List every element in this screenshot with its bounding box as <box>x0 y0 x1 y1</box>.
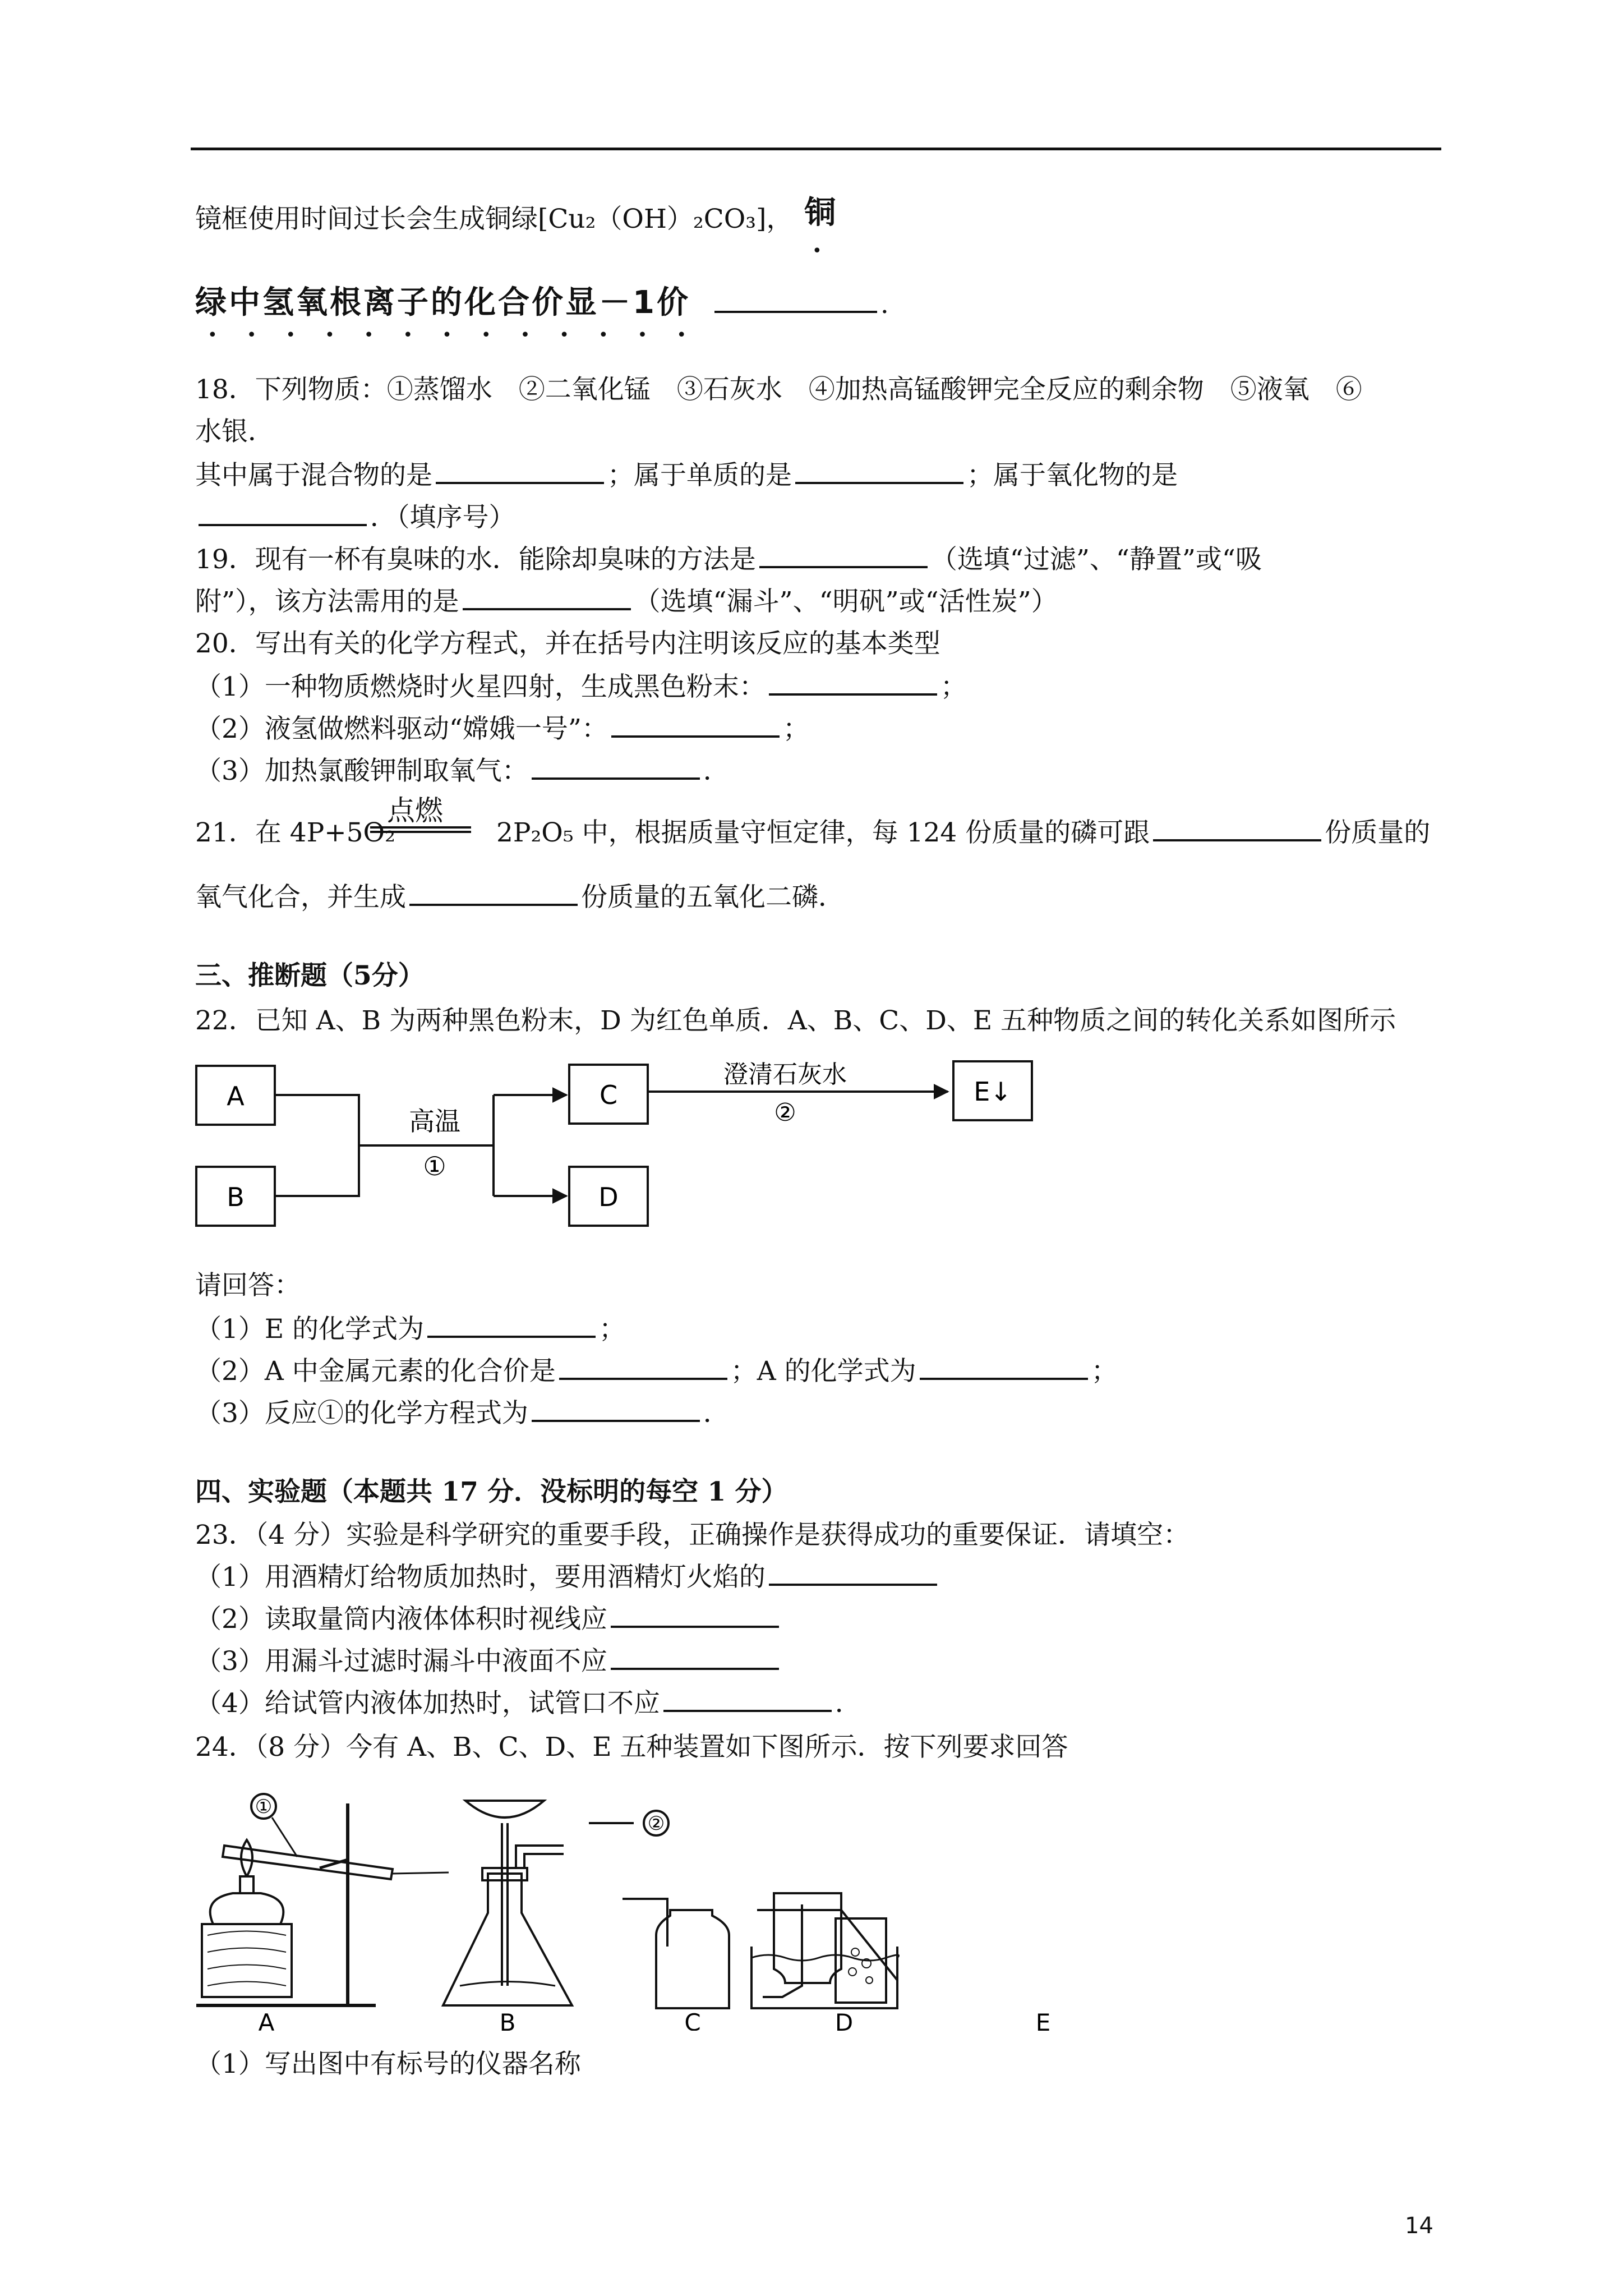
long-neck-funnel <box>465 1801 544 1818</box>
q19-text-2: 附”），该方法需用的是 <box>195 586 459 617</box>
q17-question: 绿中氢氧根离子的化合价显－1价 <box>195 284 690 321</box>
q18-line-4 <box>195 501 515 535</box>
label-b: B <box>227 1182 245 1212</box>
q20-1-text: （1）一种物质燃烧时火星四射，生成黑色粉末： <box>195 671 766 702</box>
header-rule <box>191 148 1441 150</box>
answer-blank[interactable] <box>714 288 877 313</box>
q23-1-blank[interactable] <box>769 1561 937 1586</box>
q18-oxide-blank[interactable] <box>199 501 367 526</box>
q18-element-label: ；属于单质的是 <box>607 460 792 491</box>
q18-mixture-blank[interactable] <box>436 459 604 484</box>
q20-item-2 <box>195 712 809 746</box>
q21-text-2: 份质量的 <box>1325 817 1431 848</box>
q20-1-blank[interactable] <box>769 671 937 696</box>
q19-tool-blank[interactable] <box>463 586 631 610</box>
q17-text: 镜框使用时间过长会生成铜绿[Cu₂（OH）₂CO₃]， <box>195 204 793 234</box>
semicolon: ； <box>1091 1356 1118 1387</box>
condition-high-temp: 高温 <box>409 1106 460 1137</box>
q22-text: 22．已知 A、B 为两种黑色粉末，D 为红色单质．A、B、C、D、E 五种物质之间的转化关系如图所示 <box>195 1005 1396 1036</box>
q19-line-1 <box>195 543 1262 577</box>
alcohol-lamp <box>210 1893 284 1924</box>
label-a: A <box>258 2009 275 2031</box>
semicolon: ； <box>782 714 809 744</box>
q22-3-blank[interactable] <box>532 1397 700 1422</box>
label-d: D <box>834 2009 854 2031</box>
q23-2-text: （2）读取量筒内液体体积时视线应 <box>195 1604 607 1635</box>
q21-text-4: 份质量的五氧化二磷． <box>581 882 845 913</box>
q20-item-1 <box>195 670 967 704</box>
q19-method-blank[interactable] <box>759 544 928 568</box>
section-4-heading: 四、实验题（本题共 17 分．没标明的每空 1 分） <box>195 1476 788 1507</box>
gas-bottle-d <box>774 1893 841 1983</box>
q18-mixture-label: 其中属于混合物的是 <box>195 460 432 491</box>
q22-2-text-2: ；A 的化学式为 <box>730 1356 916 1387</box>
please-answer: 请回答： <box>195 1270 301 1301</box>
label-e: E↓ <box>974 1076 1012 1107</box>
emphasis-dot: • <box>812 241 822 261</box>
q20-3-blank[interactable] <box>532 755 700 780</box>
label-a: A <box>227 1081 245 1111</box>
q24-item-1: （1）写出图中有标号的仪器名称 <box>195 2049 581 2079</box>
tube-e <box>757 1910 897 1980</box>
q21-text: 2P₂O₅ 中，根据质量守恒定律，每 124 份质量的磷可跟 <box>496 817 1150 848</box>
label-b: B <box>499 2009 516 2031</box>
q23-item-4 <box>195 1687 861 1720</box>
q23-3-blank[interactable] <box>611 1645 779 1670</box>
section-3-heading: 三、推断题（5分） <box>195 960 425 991</box>
q19-line-2 <box>195 585 1058 619</box>
q17-line-2 <box>195 286 889 321</box>
q17-tail: 铜 <box>804 195 838 231</box>
q23-3-text: （3）用漏斗过滤时漏斗中液面不应 <box>195 1646 607 1677</box>
q23-4-blank[interactable] <box>663 1687 832 1712</box>
condition-limewater: 澄清石灰水 <box>723 1060 847 1089</box>
emphasis-dots: ••••••••••••• <box>208 325 716 345</box>
q18-element-blank[interactable] <box>795 459 963 484</box>
mark-2: ② <box>647 1812 665 1835</box>
q19-options: （选填“过滤”、“静置”或“吸 <box>930 544 1262 575</box>
reaction-condition: 点燃 <box>387 794 443 827</box>
label-c: C <box>684 2009 701 2031</box>
label-c: C <box>599 1080 618 1110</box>
q23-text: 23．（4 分）实验是科学研究的重要手段，正确操作是获得成功的重要保证．请填空： <box>195 1520 1190 1550</box>
q19-options-2: （选填“漏斗”、“明矾”或“活性炭”） <box>634 586 1058 617</box>
mark-1: ① <box>255 1796 273 1818</box>
label-d: D <box>598 1182 619 1212</box>
semicolon: ； <box>940 671 967 702</box>
q22-2-valence-blank[interactable] <box>559 1355 727 1380</box>
q21-p2o5-blank[interactable] <box>409 881 578 906</box>
q22-item-3 <box>195 1397 730 1430</box>
q22-item-1 <box>195 1313 625 1346</box>
q18-oxide-label: ；属于氧化物的是 <box>967 460 1178 491</box>
q22-1-text: （1）E 的化学式为 <box>195 1314 425 1345</box>
q23-2-blank[interactable] <box>611 1603 779 1628</box>
q23-1-text: （1）用酒精灯给物质加热时，要用酒精灯火焰的 <box>195 1562 766 1593</box>
q18-line-2: 水银． <box>195 416 274 447</box>
q20-item-3 <box>195 754 730 788</box>
q23-4-text: （4）给试管内液体加热时，试管口不应 <box>195 1688 660 1719</box>
q20-3-text: （3）加热氯酸钾制取氧气： <box>195 756 528 786</box>
q22-2-formula-blank[interactable] <box>920 1355 1088 1380</box>
period: . <box>880 289 889 320</box>
q18-line-3 <box>195 459 1178 493</box>
q22-item-2 <box>195 1355 1118 1388</box>
q18-line-1: 18．下列物质：①蒸馏水 ②二氧化锰 ③石灰水 ④加热高锰酸钾完全反应的剩余物 ⑤液氧 ⑥ <box>195 374 1362 405</box>
q24-text: 24．（8 分）今有 A、B、C、D、E 五种装置如下图所示．按下列要求回答 <box>195 1732 1068 1763</box>
q21-line-2 <box>195 881 845 914</box>
q20-title: 20．写出有关的化学方程式，并在括号内注明该反应的基本类型 <box>195 628 940 659</box>
page-number: 14 <box>1405 2213 1433 2239</box>
period: ． <box>703 1398 730 1429</box>
period: ． <box>834 1688 861 1719</box>
reaction-1-label: ① <box>423 1151 446 1181</box>
q23-item-2 <box>195 1603 782 1636</box>
q21-oxygen-blank[interactable] <box>1153 817 1321 841</box>
q20-2-text: （2）液氢做燃料驱动“嫦娥一号”： <box>195 714 608 744</box>
q22-2-text: （2）A 中金属元素的化合价是 <box>195 1356 556 1387</box>
label-e: E <box>1035 2009 1051 2031</box>
apparatus-diagram <box>191 1784 1211 2031</box>
q21-text-3: 氧气化合，并生成 <box>195 882 406 913</box>
period: ． <box>703 756 730 786</box>
reaction-2-label: ② <box>774 1098 796 1127</box>
q17-line-1 <box>195 195 838 236</box>
flame <box>241 1840 252 1876</box>
q23-item-1 <box>195 1561 940 1594</box>
q18-note: ．（填序号） <box>370 502 515 533</box>
conversion-diagram <box>191 1055 1099 1245</box>
q22-3-text: （3）反应①的化学方程式为 <box>195 1398 528 1429</box>
q20-2-blank[interactable] <box>611 713 780 738</box>
q23-item-3 <box>195 1645 782 1678</box>
semicolon: ； <box>599 1314 626 1345</box>
q19-text: 19．现有一杯有臭味的水．能除却臭味的方法是 <box>195 544 756 575</box>
q21-line-1 <box>195 816 1430 850</box>
q22-1-blank[interactable] <box>427 1313 596 1338</box>
delivery-tube-a <box>393 1872 449 1874</box>
q21-reactants: 21．在 4P+5O₂ <box>195 817 395 848</box>
wooden-block <box>202 1924 292 1997</box>
